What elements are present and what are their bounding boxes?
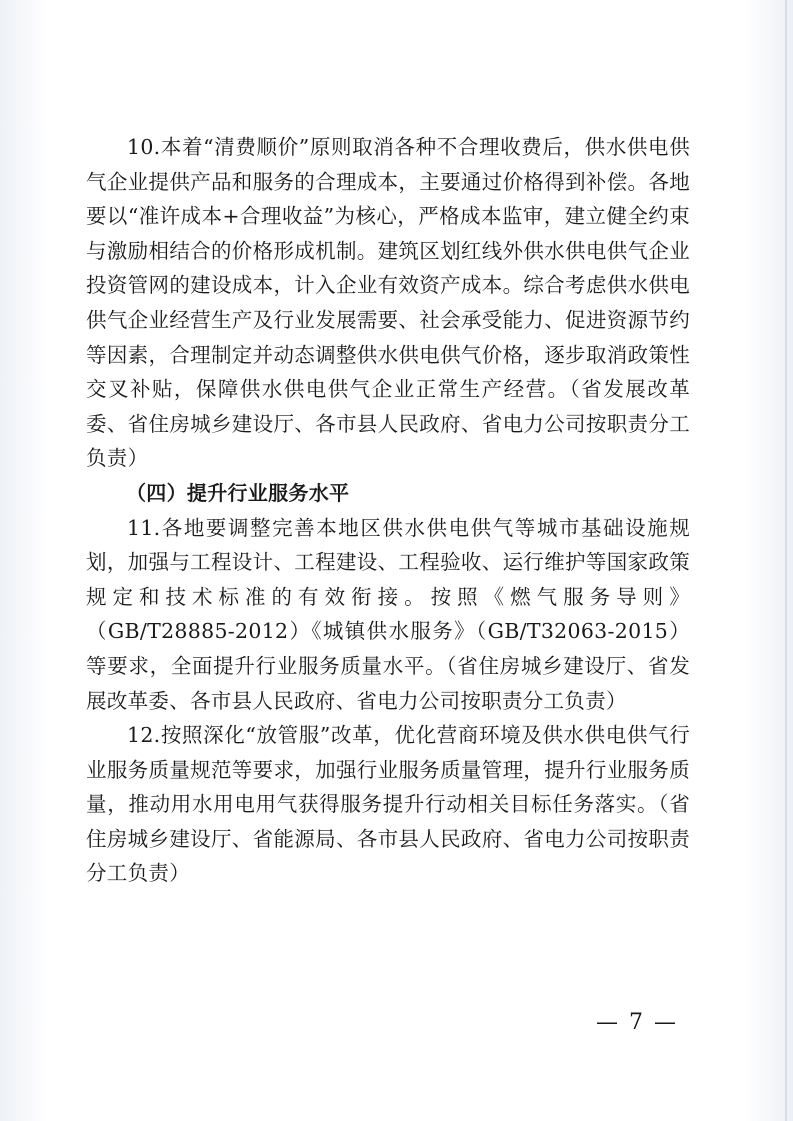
section-heading-4: （四）提升行业服务水平 <box>126 480 350 505</box>
paragraph-item-11: 11.各地要调整完善本地区供水供电供气等城市基础设施规划，加强与工程设计、工程建设、工程验收、运行维护等国家政策规定和技术标准的有效衔接。按照《燃气服务导则》（GB/T28885-2012）《城镇供水服务》（GB/T32063-2015）等要求，全面提升行业服务质量水平。（省住房城乡建设厅、省发展改革委、各市县人民政府、省电力公司按职责分工负责） <box>86 515 690 713</box>
page-edge-shadow <box>785 0 787 1121</box>
paragraph-item-10: 10.本着“清费顺价”原则取消各种不合理收费后，供水供电供气企业提供产品和服务的合理成本，主要通过价格得到补偿。各地要以“准许成本+合理收益”为核心，严格成本监审，建立健全约束与激励相结合的价格形成机制。建筑区划红线外供水供电供气企业投资管网的建设成本，计入企业有效资产成本。综合考虑供水供电供气企业经营生产及行业发展需要、社会承受能力、促进资源节约等因素，合理制定并动态调整供水供电供气价格，逐步取消政策性交叉补贴，保障供水供电供气企业正常生产经营。（省发展改革委、省住房城乡建设厅、各市县人民政府、省电力公司按职责分工负责） <box>86 135 690 471</box>
document-body <box>86 130 690 891</box>
paragraph-item-12: 12.按照深化“放管服”改革，优化营商环境及供水供电供气行业服务质量规范等要求，加强行业服务质量管理，提升行业服务质量，推动用水用电用气获得服务提升行动相关目标任务落实。（省住房城乡建设厅、省能源局、各市县人民政府、省电力公司按职责分工负责） <box>86 723 690 886</box>
page-number: — 7 — <box>596 1010 678 1035</box>
